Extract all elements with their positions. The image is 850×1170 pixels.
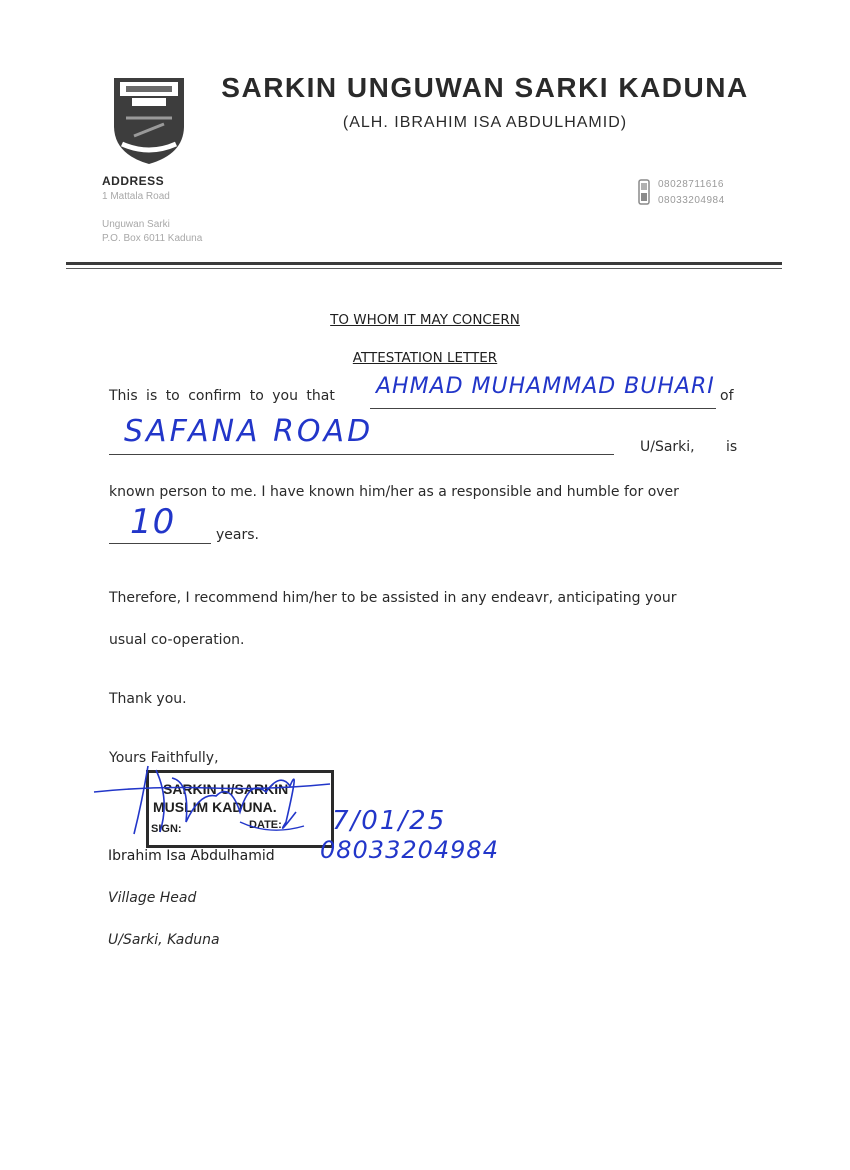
- area-text: U/Sarki,: [640, 439, 695, 455]
- header-divider-thin: [66, 268, 782, 269]
- signature-scribble: [90, 752, 350, 852]
- handwritten-date: 7/01/25: [332, 806, 447, 836]
- thanks-text: Thank you.: [109, 691, 187, 707]
- signer-location: U/Sarki, Kaduna: [108, 932, 220, 948]
- address-line: 1 Mattala Road: [102, 191, 170, 202]
- closing-text: Yours Faithfully,: [109, 750, 219, 766]
- org-subtitle: (ALH. IBRAHIM ISA ABDULHAMID): [342, 114, 628, 131]
- is-word: is: [726, 439, 738, 455]
- address-label: ADDRESS: [102, 174, 165, 188]
- of-word: of: [720, 388, 734, 404]
- cooperation-line: usual co-operation.: [109, 632, 245, 648]
- letter-heading: TO WHOM IT MAY CONCERN: [330, 312, 520, 328]
- handwritten-address: SAFANA ROAD: [124, 414, 374, 449]
- address-line: Unguwan Sarki: [102, 219, 170, 230]
- handwritten-phone: 08033204984: [320, 836, 499, 864]
- address-underline: [109, 454, 614, 455]
- phone-number: 08028711616: [658, 179, 724, 190]
- years-word: years.: [216, 527, 259, 543]
- phone-number: 08033204984: [658, 195, 725, 206]
- confirm-prefix: This is to confirm to you that: [109, 388, 335, 404]
- known-line: known person to me. I have known him/her as a responsible and humble for over: [109, 484, 679, 500]
- handwritten-name: AHMAD MUHAMMAD BUHARI: [376, 374, 715, 399]
- recommend-line: Therefore, I recommend him/her to be assisted in any endeavr, anticipating your: [109, 590, 677, 606]
- handwritten-years: 10: [130, 502, 176, 542]
- letter-subheading: ATTESTATION LETTER: [352, 350, 498, 366]
- stamp-sign-label: SIGN:: [151, 823, 182, 835]
- stamp-line-1: SARKIN U/SARKIN: [163, 781, 289, 797]
- address-line: P.O. Box 6011 Kaduna: [102, 233, 203, 244]
- header-divider: [66, 262, 782, 265]
- signer-title: Village Head: [108, 890, 197, 906]
- name-underline: [370, 408, 716, 409]
- signer-name: Ibrahim Isa Abdulhamid: [108, 848, 275, 864]
- org-name: SARKIN UNGUWAN SARKI KADUNA: [221, 72, 749, 103]
- phone-icon: [636, 178, 652, 206]
- stamp-line-2: MUSLIM KADUNA.: [153, 799, 277, 815]
- stamp-date-label: DATE:: [249, 819, 282, 831]
- years-underline: [109, 543, 211, 544]
